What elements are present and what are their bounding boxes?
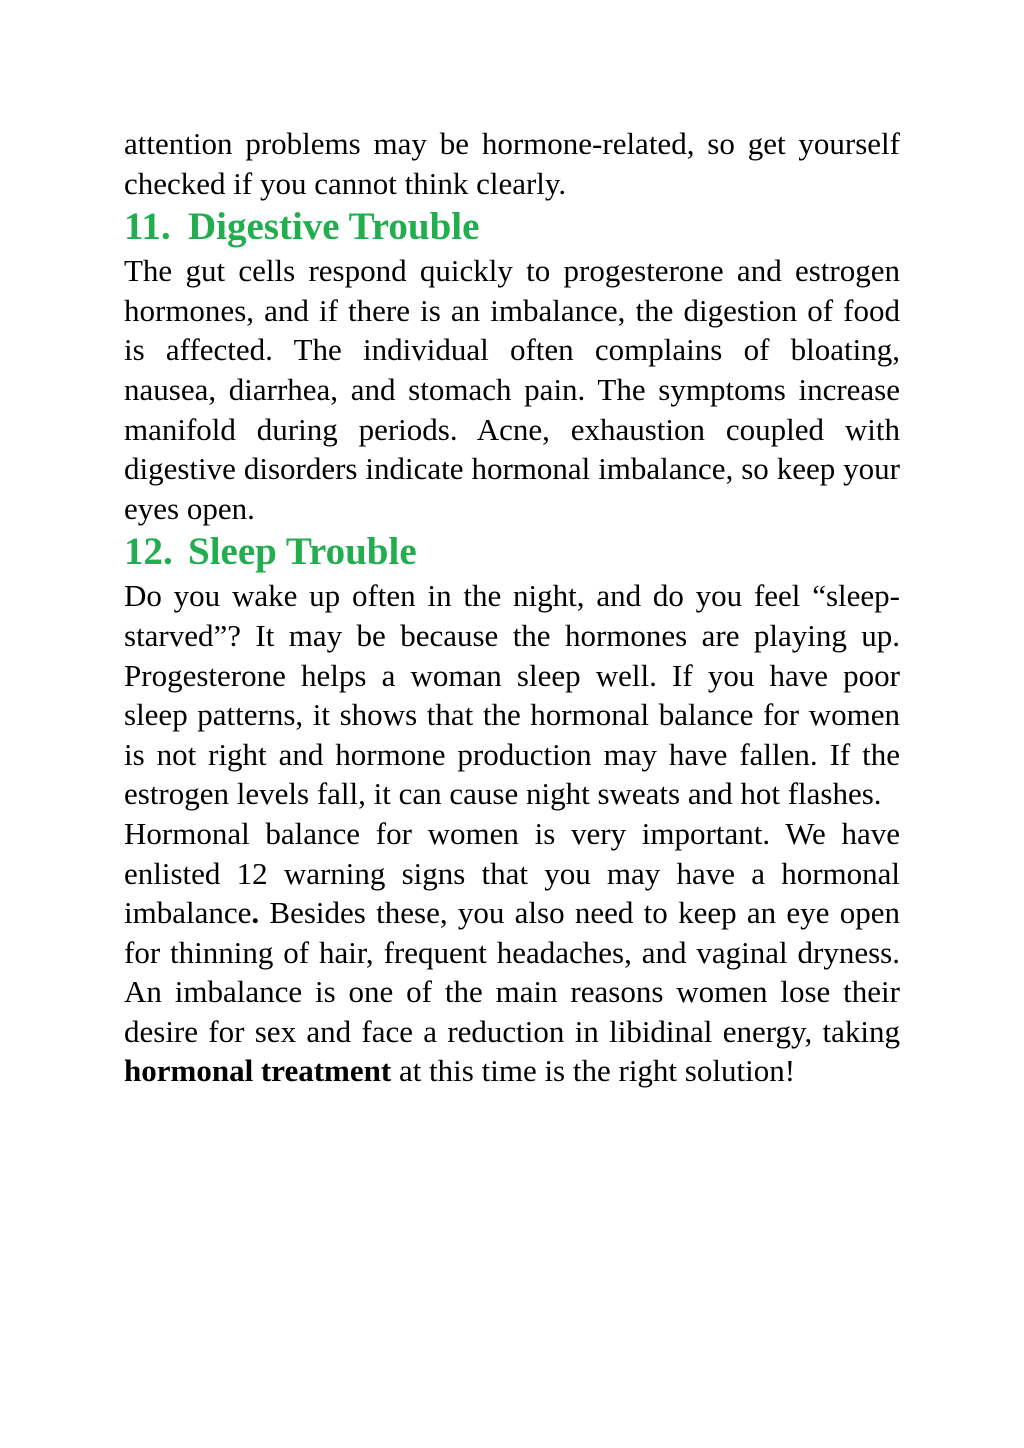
conclusion-bold-period: . xyxy=(251,895,260,931)
conclusion-paragraph xyxy=(124,814,900,1091)
heading-number: 11. xyxy=(124,205,171,249)
intro-paragraph: attention problems may be hormone-related, so get yourself checked if you cannot think clearly. xyxy=(124,126,900,201)
conclusion-text: Hormonal balance for women is very important. We have enlisted 12 warning signs that you may have a hormonal imbalance xyxy=(124,815,900,931)
document-page xyxy=(124,124,900,1091)
sleep-trouble-paragraph: Do you wake up often in the night, and do you feel “sleep-starved”? It may be because the hormones are playing up. Progesterone helps a woman sleep well. If you have poor sleep patterns, it shows that the hormonal balance for women is not right and hormone production may have fallen. If the estrogen levels fall, it can cause night sweats and hot flashes. xyxy=(124,578,900,812)
hormonal-treatment-term: hormonal treatment xyxy=(124,1053,392,1089)
conclusion-text: Besides these, you also need to keep an eye open for thinning of hair, frequent headaches, and vaginal dryness. An imbalance is one of the main reasons women lose their desire for sex and face a reduction in libidinal energy, taking xyxy=(124,895,900,1049)
conclusion-text: at this time is the right solution! xyxy=(391,1053,796,1089)
heading-digestive-trouble xyxy=(124,203,900,251)
digestive-trouble-paragraph: The gut cells respond quickly to progesterone and estrogen hormones, and if there is an imbalance, the digestion of food is affected. The individual often complains of bloating, nausea, diarrhea, and stomach pain. The symptoms increase manifold during periods. Acne, exhaustion coupled with digestive disorders indicate hormonal imbalance, so keep your eyes open. xyxy=(124,253,900,526)
heading-title: Digestive Trouble xyxy=(188,205,480,249)
heading-title: Sleep Trouble xyxy=(188,530,417,574)
heading-sleep-trouble xyxy=(124,528,900,576)
heading-number: 12. xyxy=(124,530,173,574)
